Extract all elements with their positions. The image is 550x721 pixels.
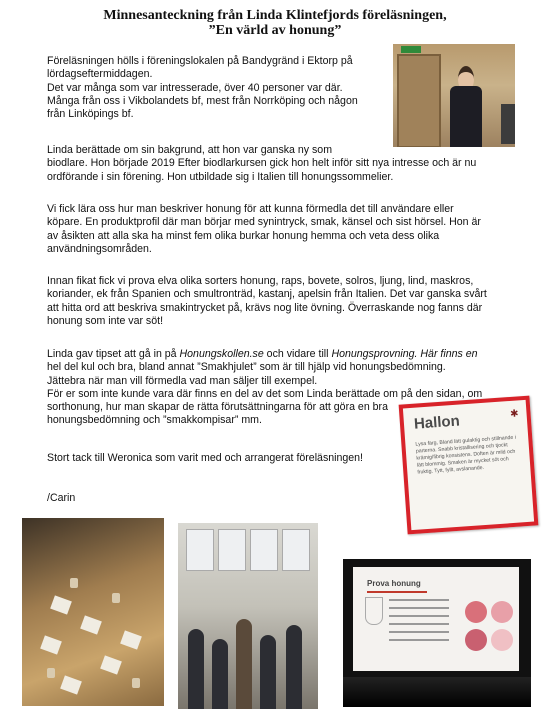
text-fragment: Här finns en	[417, 348, 478, 360]
text-line: Stort tack till Weronica som varit med och arrangerat föreläsningen!	[47, 452, 363, 464]
text-line: honung som inte var söt!	[47, 314, 164, 327]
text-line: sorthonung, hur man skapar de rätta förutsättningarna för att göra en bra	[47, 401, 388, 414]
person-figure	[236, 619, 252, 709]
honey-jar	[70, 578, 78, 588]
text-line: Jättebra när man vill förmedla vad man säljer till exempel.	[47, 374, 318, 387]
text-fragment: och vidare till	[263, 348, 332, 360]
person-figure	[212, 639, 228, 709]
sample-paper	[40, 635, 62, 654]
speaker-body	[450, 86, 482, 147]
text-line: köpare. En produktprofil där man börjar med synintryck, smak, känsel och sist hörsel. Hon är	[47, 216, 481, 229]
text-line: från Linköpings bf.	[47, 108, 134, 121]
hallon-card-title: Hallon	[413, 412, 461, 433]
paragraph-venue	[47, 55, 358, 121]
sample-paper	[60, 675, 82, 694]
audience-silhouette	[343, 677, 531, 707]
text-line: biodlare. Hon började 2019 Efter biodlarkursen gick hon helt inför sitt nya intresse och är nu	[47, 157, 477, 170]
hallon-card	[399, 396, 539, 535]
honey-sample-circle	[491, 601, 513, 623]
paragraph-thanks	[47, 452, 363, 465]
text-line: att hitta ord att beskriva smakintrycket på, krävs nog lite övning. Överraskande nog fanns där	[47, 301, 483, 314]
slide-title: Prova honung	[367, 579, 421, 588]
text-line: Föreläsningen hölls i föreningslokalen på Bandygränd i Ektorp på	[47, 55, 353, 67]
document-title-line1: Minnesanteckning från Linda Klintefjords föreläsningen,	[103, 8, 447, 23]
exit-sign	[401, 46, 421, 53]
sample-paper	[120, 630, 142, 649]
text-line: Många från oss i Vikbolandets bf, mest från Norrköping och någon	[47, 94, 358, 107]
bee-icon: ✱	[509, 408, 519, 420]
window	[250, 529, 278, 571]
text-line: Linda berättade om sin bakgrund, att hon var ganska ny som	[47, 144, 333, 156]
honey-jar	[112, 593, 120, 603]
paragraph-tasting	[47, 275, 487, 328]
window	[282, 529, 310, 571]
text-line: lördagseftermiddagen.	[47, 68, 153, 81]
glass-icon	[365, 597, 383, 625]
screen-edge	[501, 104, 515, 144]
text-line: av åsikten att alla ska ha minst fem olika burkar honung hemma och veta dess olika	[47, 229, 440, 242]
person-figure	[188, 629, 204, 709]
photo-tasting-table	[22, 518, 164, 706]
document-title-line2: ”En värld av honung”	[208, 23, 342, 38]
person-figure	[286, 625, 302, 709]
text-line: Innan fikat fick vi prova elva olika sorters honung, raps, bovete, solros, ljung, lind, maskros,	[47, 275, 474, 287]
honey-sample-circle	[465, 601, 487, 623]
photo-audience	[178, 523, 318, 709]
paragraph-profile	[47, 203, 481, 256]
text-line: Vi fick lära oss hur man beskriver honung för att kunna förmedla det till användare eller	[47, 203, 454, 215]
speaker-figure	[448, 66, 484, 147]
sample-paper	[100, 655, 122, 674]
honey-jar	[47, 668, 55, 678]
text-line: hel del kul och bra, bland annat ”Smakhjulet” som är till hjälp vid honungsbedömning.	[47, 361, 446, 374]
sample-paper	[50, 595, 72, 614]
projected-slide	[353, 567, 519, 671]
honey-jar	[132, 678, 140, 688]
slide-bullets	[389, 599, 449, 647]
honungsprovning-link[interactable]: Honungsprovning.	[331, 348, 418, 360]
honey-sample-circle	[491, 629, 513, 651]
text-line: ordförande i sin förening. Hon utbildade sig i Italien till honungssommelier.	[47, 170, 394, 183]
text-line: användningsområden.	[47, 242, 152, 255]
paragraph-background	[47, 144, 476, 184]
text-line: Det var många som var intresserade, över 40 personer var där.	[47, 81, 343, 94]
photo-speaker	[393, 44, 515, 147]
honungskollen-link[interactable]: Honungskollen.se	[179, 348, 264, 360]
text-line: koriander, ek från Spanien och smultronträd, kastanj, apelsin från Italien. Det var ganska svårt	[47, 288, 487, 301]
text-line	[47, 348, 482, 361]
signature	[47, 492, 75, 505]
sample-paper	[80, 615, 102, 634]
signature-text: /Carin	[47, 492, 76, 504]
door	[397, 54, 441, 147]
window	[186, 529, 214, 571]
hallon-card-text: Lysa färg, Bland lätt gulaktig och stillnande i parterna. Snabb kristallisering och tjockt krämig/fibrig konsistens. Doften är mild och lätt blommig. Smaken är mycket söt och fruktig. Tytt, fyllt, avslanande.	[415, 434, 517, 476]
text-line: För er som inte kunde vara där finns en del av det som Linda berättade om på den sidan, om	[47, 387, 483, 400]
window	[218, 529, 246, 571]
person-figure	[260, 635, 276, 709]
photo-slide	[343, 559, 531, 707]
text-line: honungsbedömning och ”smakkompisar” mm.	[47, 414, 262, 427]
honey-sample-circle	[465, 629, 487, 651]
slide-title-underline	[367, 591, 427, 593]
text-fragment: Linda gav tipset att gå in på	[47, 348, 180, 360]
